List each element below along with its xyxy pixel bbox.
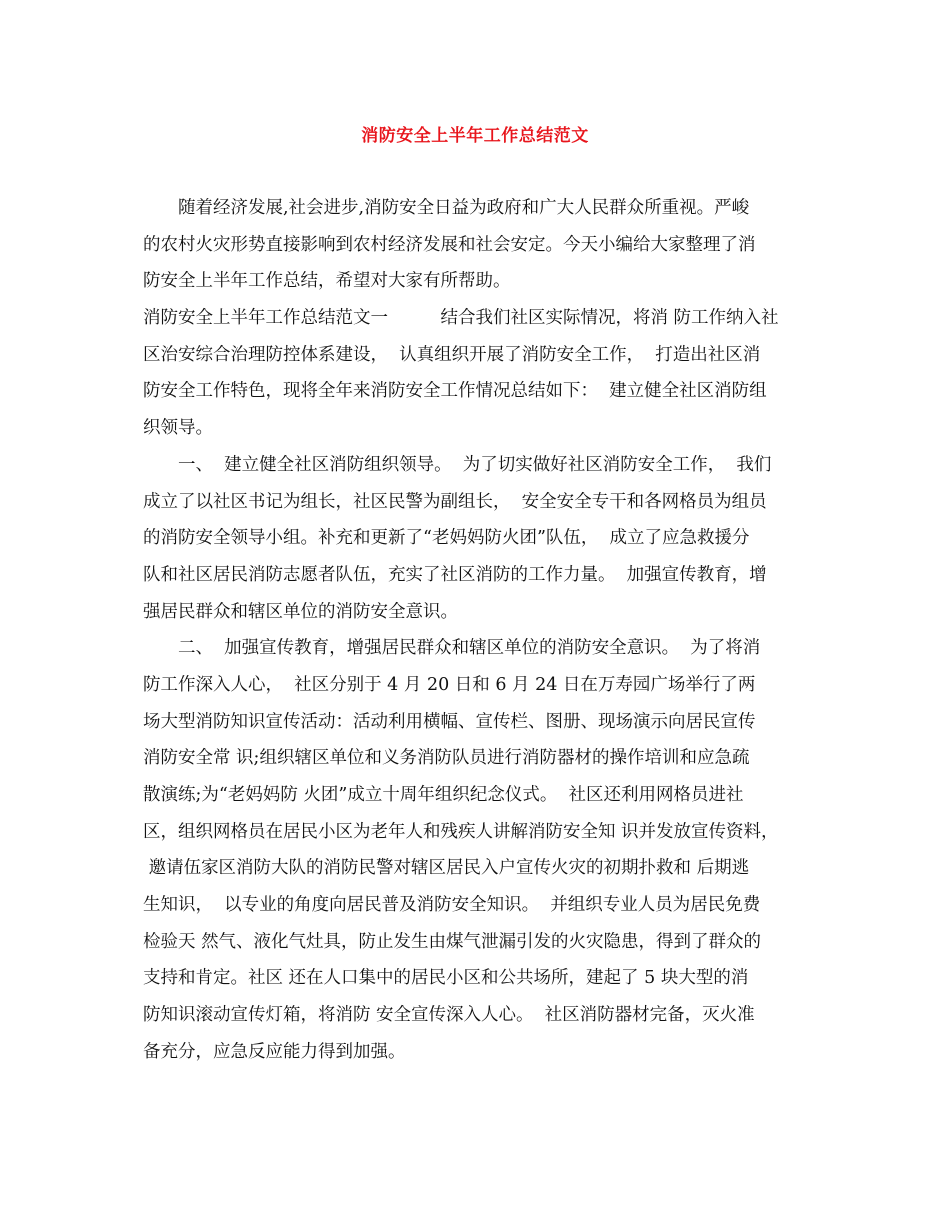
body-line: 防安全工作特色，现将全年来消防安全工作情况总结如下： 建立健全社区消防组 xyxy=(143,381,767,402)
body-line: 二、 加强宣传教育，增强居民群众和辖区单位的消防安全意识。 为了将消 xyxy=(143,638,761,659)
body-line: 防安全上半年工作总结，希望对大家有所帮助。 xyxy=(143,271,511,292)
body-line: 消防安全上半年工作总结范文一 结合我们社区实际情况，将消 防工作纳入社 xyxy=(143,308,779,329)
body-line: 生知识， 以专业的角度向居民普及消防安全知识。 并组织专业人员为居民免费 xyxy=(143,895,761,916)
body-line: 的消防安全领导小组。补充和更新了“老妈妈防火团”队伍， 成立了应急救援分 xyxy=(143,528,750,549)
body-line: 队和社区居民消防志愿者队伍，充实了社区消防的工作力量。 加强宣传教育，增 xyxy=(143,564,767,585)
body-line: 区治安综合治理防控体系建设， 认真组织开展了消防安全工作， 打造出社区消 xyxy=(143,344,761,365)
body-line: 强居民群众和辖区单位的消防安全意识。 xyxy=(143,601,458,622)
body-line: 的农村火灾形势直接影响到农村经济发展和社会安定。今天小编给大家整理了消 xyxy=(143,234,756,255)
body-line: 防工作深入人心， 社区分别于 4 月 20 日和 6 月 24 日在万寿园广场举行了两 xyxy=(143,674,756,695)
body-line: 一、 建立健全社区消防组织领导。 为了切实做好社区消防安全工作， 我们 xyxy=(143,454,772,475)
body-line: 区，组织网格员在居民小区为老年人和残疾人讲解消防安全知 识并发放宣传资料， xyxy=(143,821,779,842)
body-line: 织领导。 xyxy=(143,418,213,439)
body-line: 消防安全常 识;组织辖区单位和义务消防队员进行消防器材的操作培训和应急疏 xyxy=(143,748,750,769)
body-line: 检验天 然气、液化气灶具，防止发生由煤气泄漏引发的火灾隐患，得到了群众的 xyxy=(143,931,762,952)
body-line: 场大型消防知识宣传活动：活动利用横幅、宣传栏、图册、现场演示向居民宣传 xyxy=(143,711,756,732)
body-line: 备充分，应急反应能力得到加强。 xyxy=(143,1041,406,1062)
body-line: 防知识滚动宣传灯箱，将消防 安全宣传深入人心。 社区消防器材完备，灭火准 xyxy=(143,1005,755,1026)
document-title: 消防安全上半年工作总结范文 xyxy=(361,126,589,146)
body-line: 邀请伍家区消防大队的消防民警对辖区居民入户宣传火灾的初期扑救和 后期逃 xyxy=(143,858,750,879)
body-line: 散演练;为“老妈妈防 火团”成立十周年组织纪念仪式。 社区还利用网格员进社 xyxy=(143,785,744,805)
document-body xyxy=(143,190,823,1071)
body-line: 支持和肯定。社区 还在人口集中的居民小区和公共场所，建起了 5 块大型的消 xyxy=(143,968,749,989)
body-line: 随着经济发展,社会进步,消防安全日益为政府和广大人民群众所重视。严峻 xyxy=(143,198,750,218)
body-line: 成立了以社区书记为组长，社区民警为副组长， 安全安全专干和各网格员为组员 xyxy=(143,491,767,512)
